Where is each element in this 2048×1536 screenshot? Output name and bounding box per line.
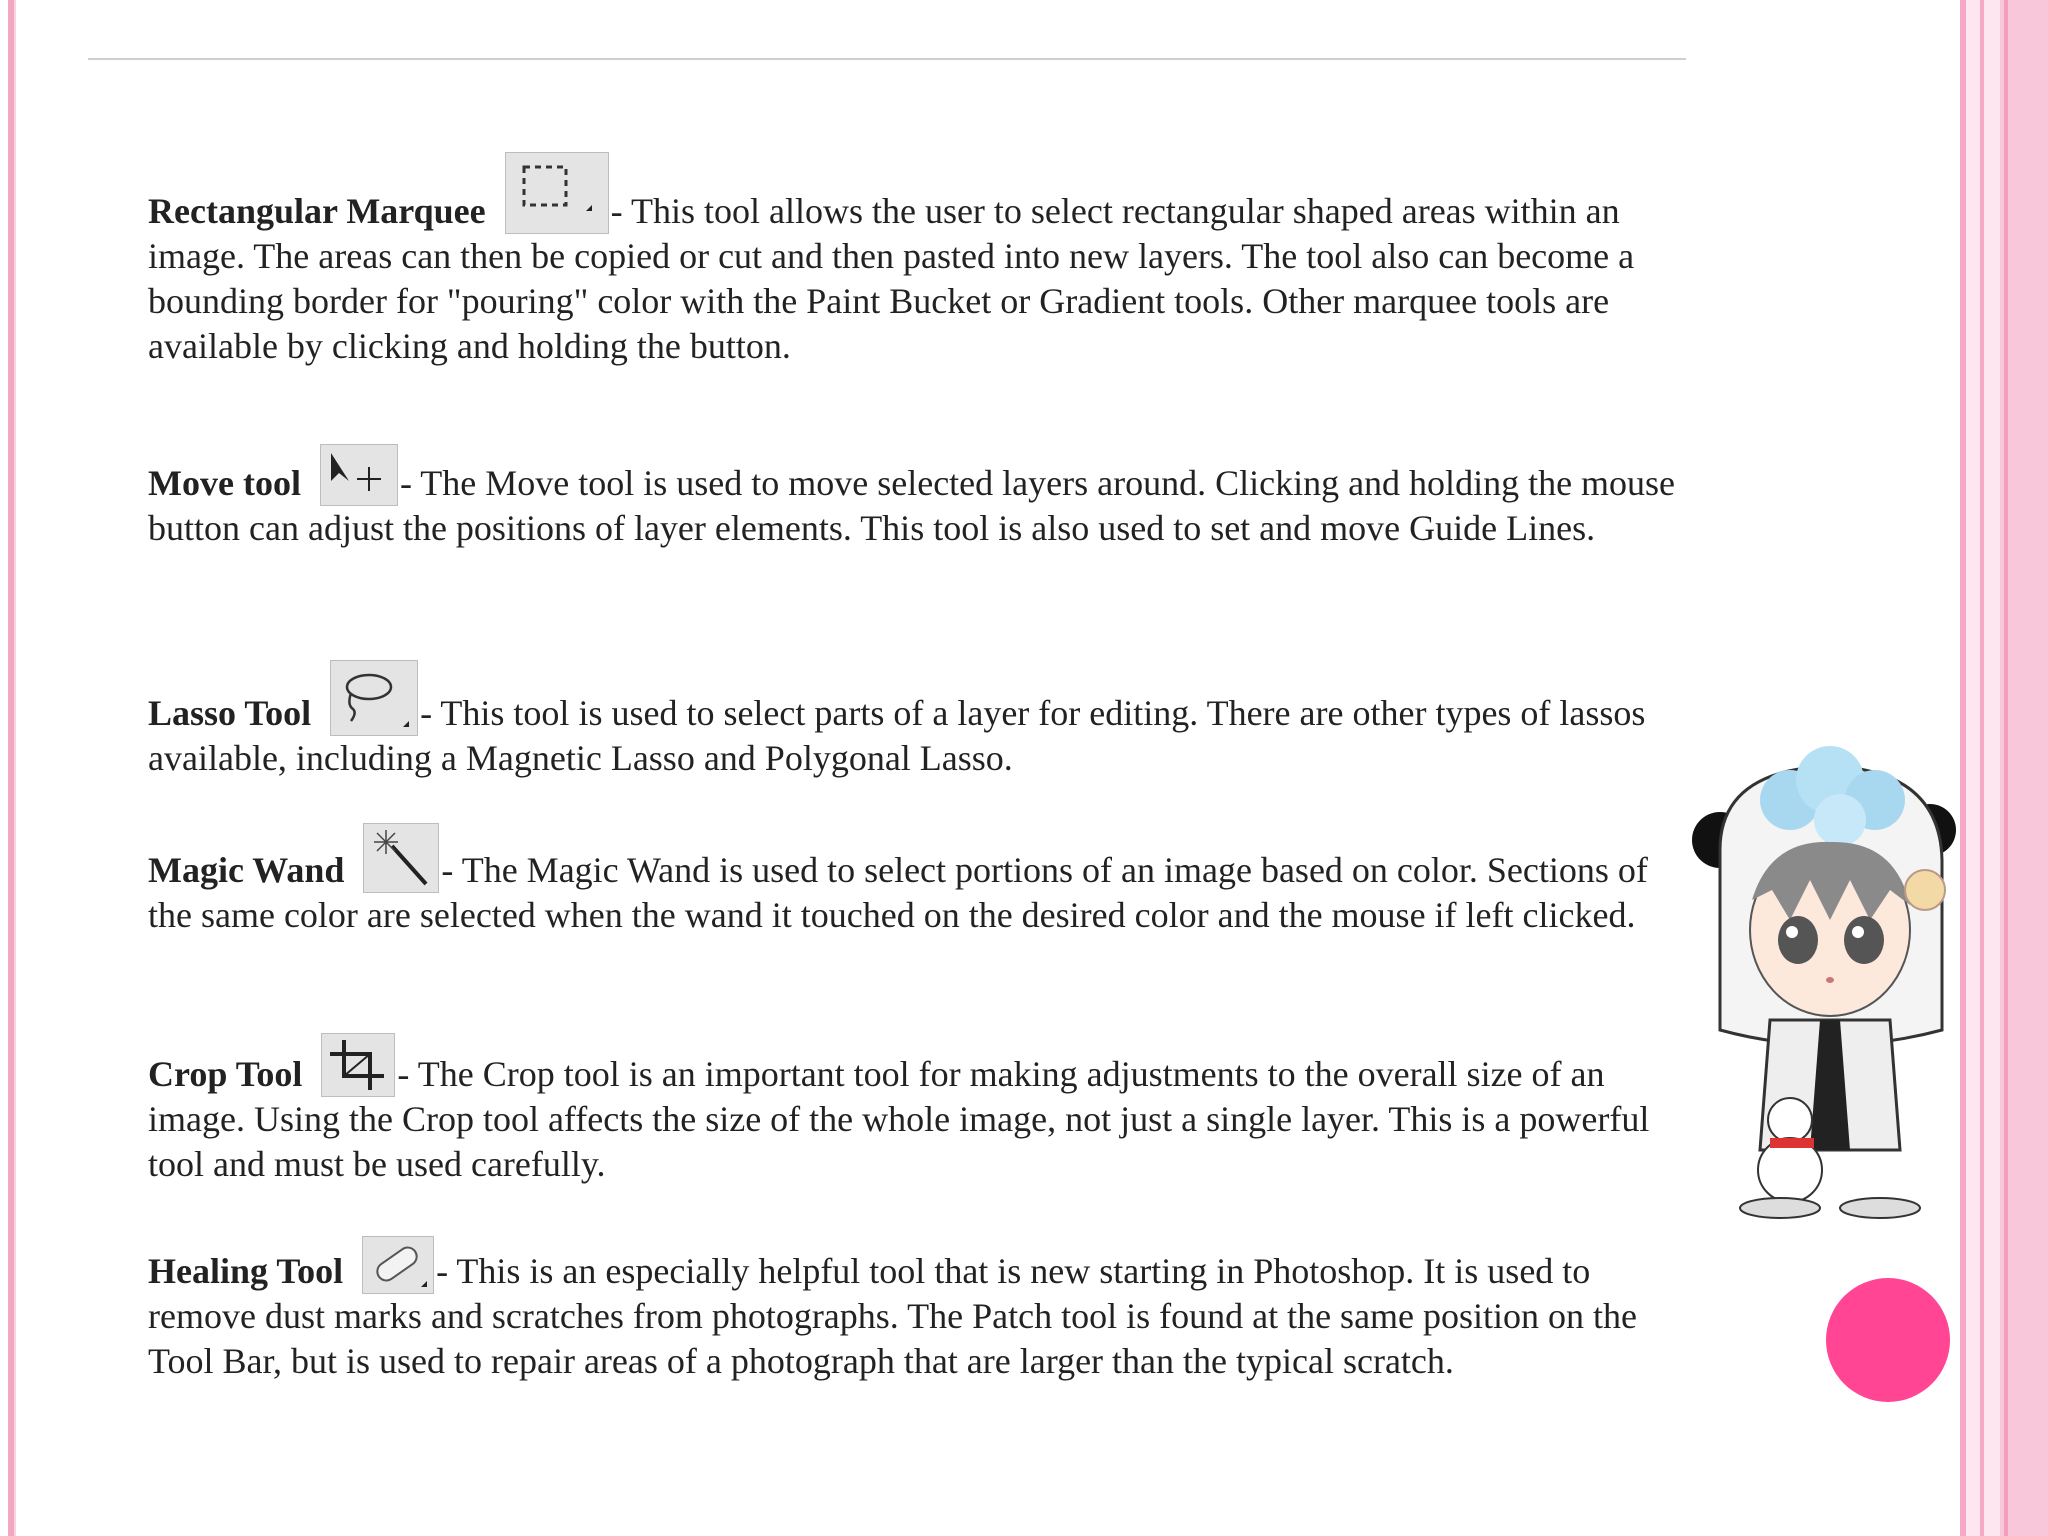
right-border-frame [1960, 0, 2048, 1536]
chibi-mascot-illustration [1680, 730, 1970, 1220]
entry-description: - This tool is used to select parts of a layer for editing. There are other types of lassos available, including a Magnetic Lasso and Polygonal Lasso. [148, 693, 1646, 778]
top-divider [88, 58, 1686, 60]
crop-tool-icon [321, 1033, 395, 1097]
pink-decorative-circle [1826, 1278, 1950, 1402]
entry-title: Rectangular Marquee [148, 191, 486, 231]
move-tool-icon [320, 444, 398, 506]
entry-healing-tool [148, 1236, 1678, 1384]
entry-title: Healing Tool [148, 1251, 344, 1291]
healing-tool-icon [362, 1236, 434, 1294]
entry-title: Lasso Tool [148, 693, 312, 733]
rectangular-marquee-icon [505, 152, 609, 234]
entry-move-tool [148, 444, 1678, 551]
entry-lasso-tool [148, 660, 1678, 781]
magic-wand-icon [363, 823, 439, 893]
entry-description: - The Crop tool is an important tool for making adjustments to the overall size of an image. Using the Crop tool affects the size of the whole image, not just a single layer. This is a powerful tool and must be used carefully. [148, 1054, 1650, 1184]
lasso-tool-icon [330, 660, 418, 736]
entry-title: Magic Wand [148, 850, 345, 890]
left-border-inner-line [14, 0, 16, 1536]
entry-magic-wand [148, 823, 1678, 938]
entry-description: - This is an especially helpful tool that is new starting in Photoshop. It is used to remove dust marks and scratches from photographs. The Patch tool is found at the same position on the Tool Bar, but is used to repair areas of a photograph that are larger than the typical scratch. [148, 1251, 1638, 1381]
entry-description: - The Magic Wand is used to select portions of an image based on color. Sections of the same color are selected when the wand it touched on the desired color and the mouse if left clicked. [148, 850, 1648, 935]
entry-description: - This tool allows the user to select rectangular shaped areas within an image. The areas can then be copied or cut and then pasted into new layers. The tool also can become a bounding border for "pouring" color with the Paint Bucket or Gradient tools. Other marquee tools are available by clicking and holding the button. [148, 191, 1635, 366]
entry-crop-tool [148, 1033, 1678, 1187]
entry-title: Move tool [148, 463, 301, 503]
entry-rectangular-marquee [148, 152, 1678, 369]
entry-description: - The Move tool is used to move selected layers around. Clicking and holding the mouse button can adjust the positions of layer elements. This tool is also used to set and move Guide Lines. [148, 463, 1676, 548]
entry-title: Crop Tool [148, 1054, 303, 1094]
